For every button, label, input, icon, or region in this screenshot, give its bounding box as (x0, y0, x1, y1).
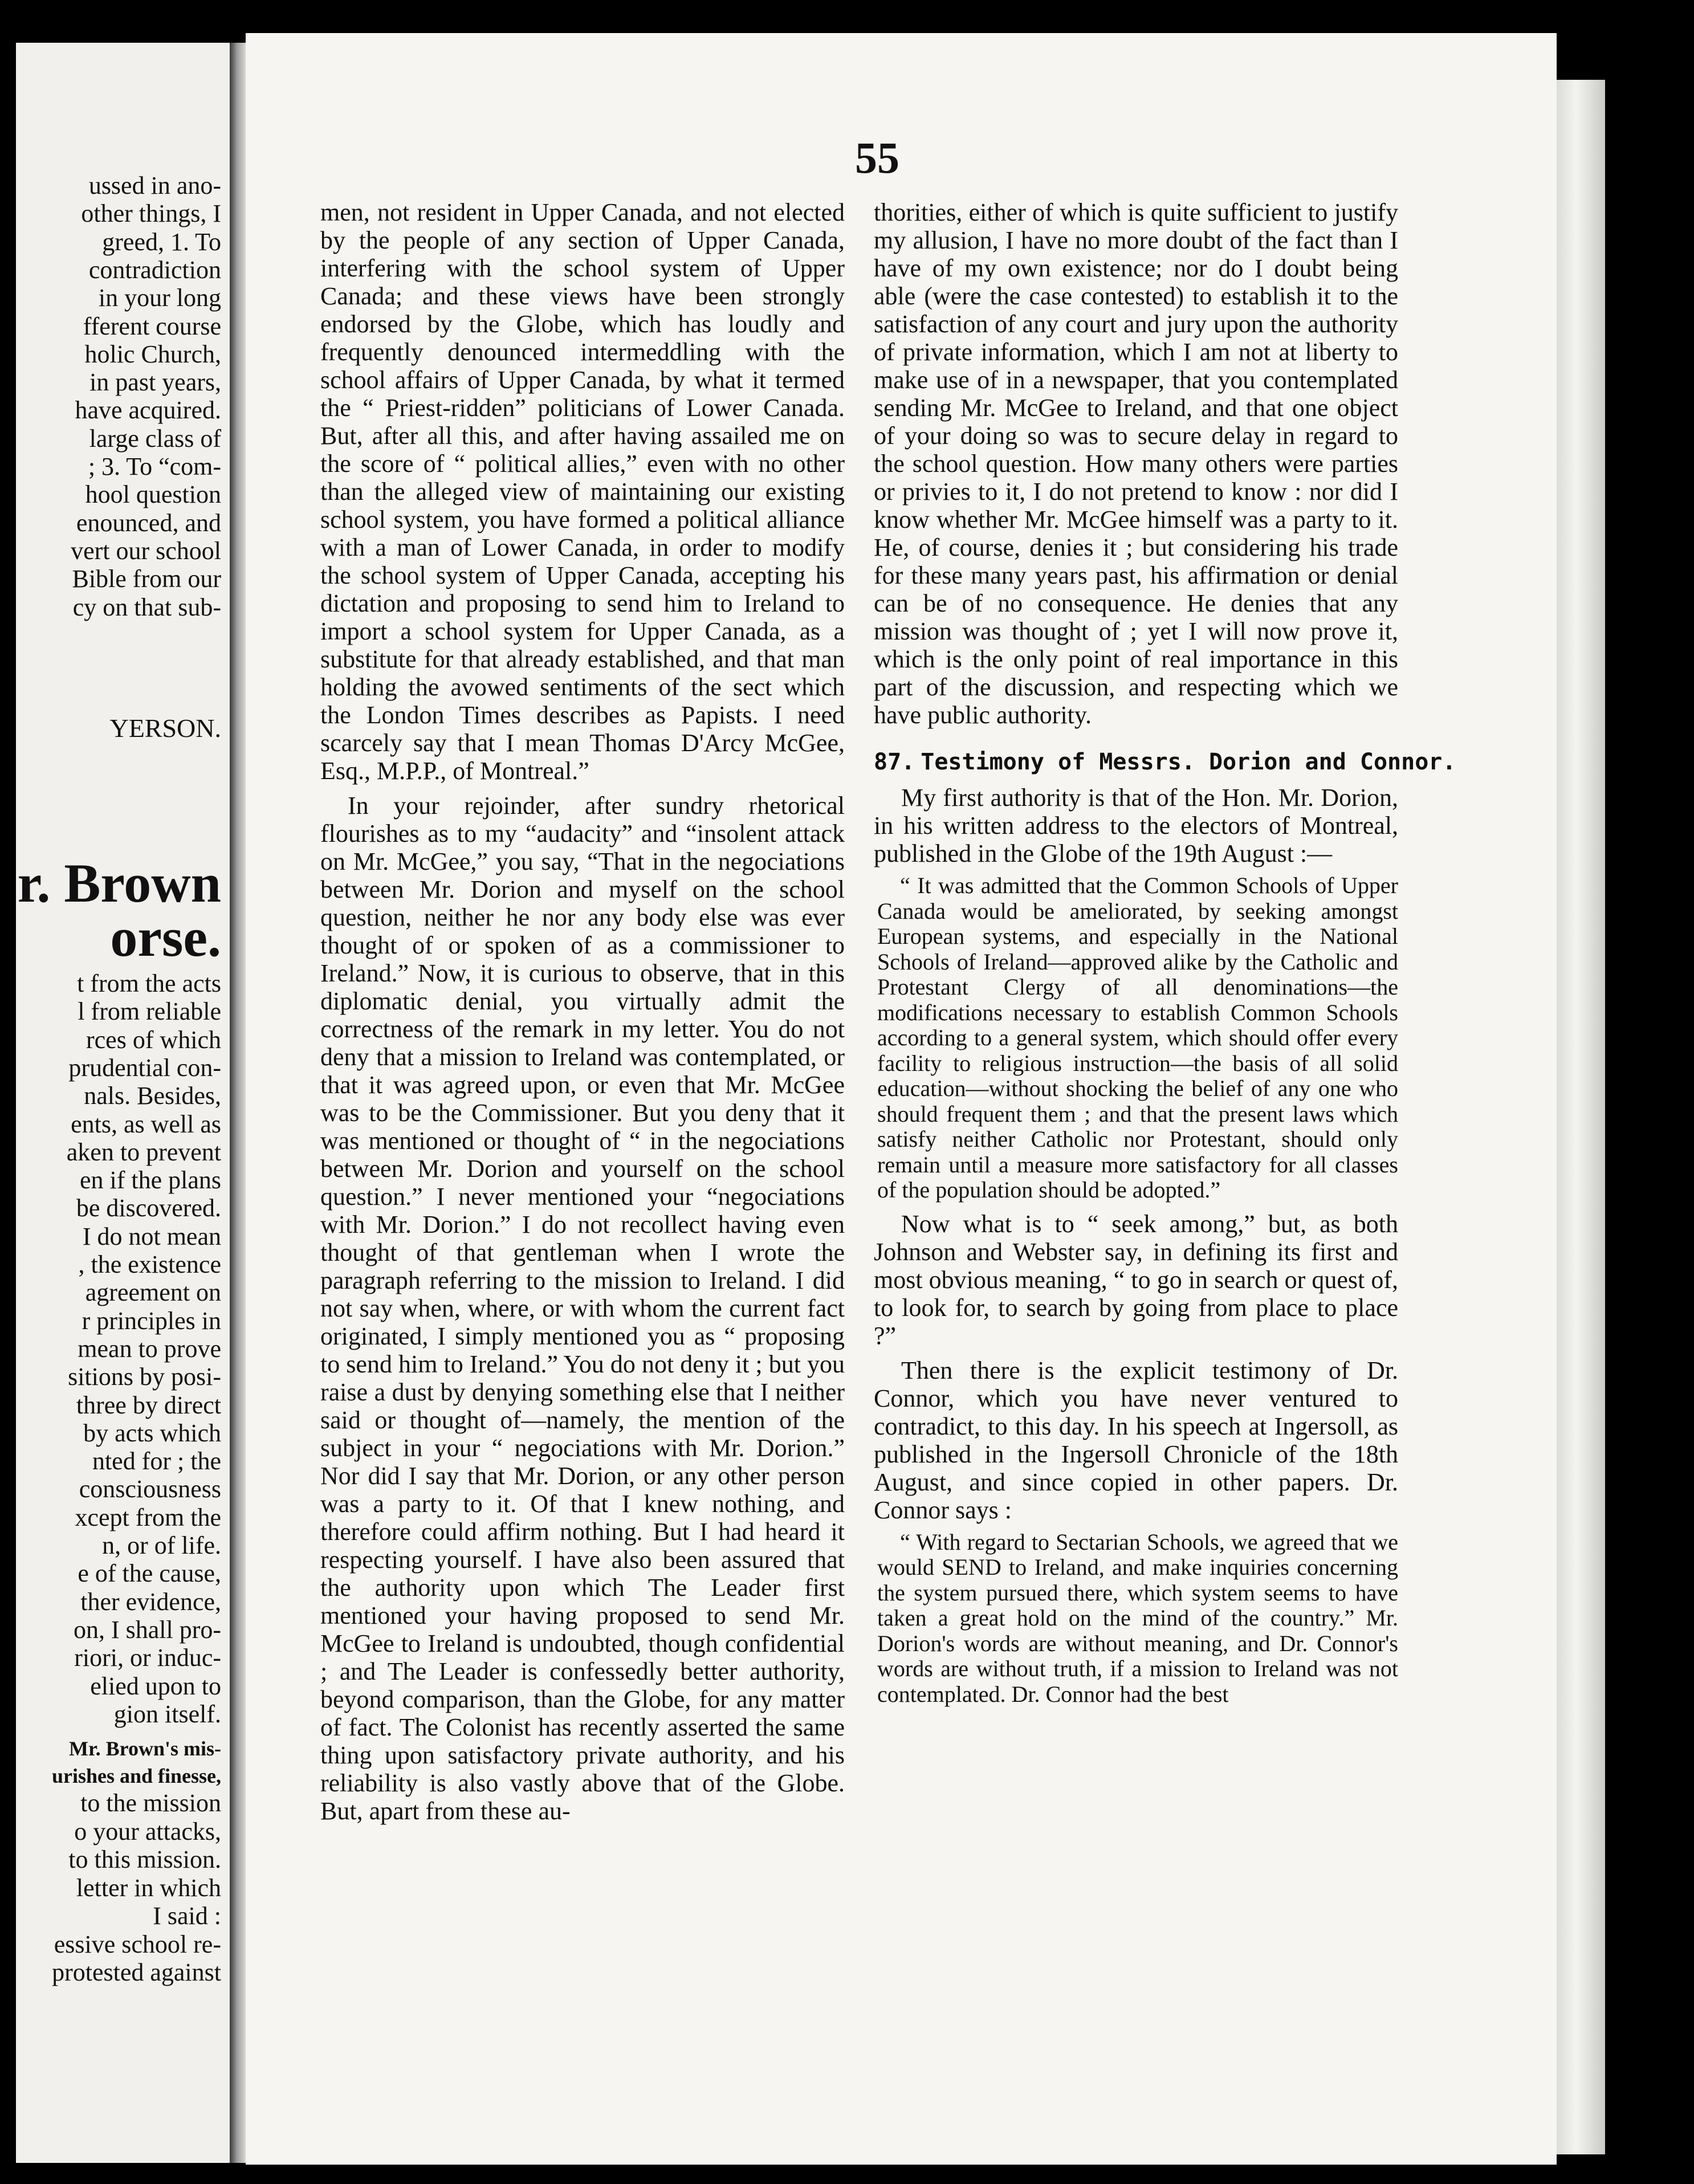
left-signature: YERSON. (109, 714, 221, 743)
left-text-line: by acts which (83, 1419, 221, 1447)
left-text-line: on, I shall pro- (73, 1615, 221, 1644)
paragraph-rejoinder: In your rejoinder, after sundry rhetorical flourishes as to my “audacity” and “insolent attack on Mr. McGee,” you say, “That in the negociations between Mr. Dorion and myself on the school question, neither he nor any body else was ever thought of or spoken of as a commissioner to Ireland.” Now, it is curious to observe, that in this diplomatic denial, you virtually admit the correctness of the remark in my letter. You do not deny that a mission to Ireland was contemplated, or that it was agreed upon, or even that Mr. McGee was to be the Commissioner. But you deny that it was mentioned or thought of “ in the negociations between Mr. Dorion and yourself on the school question.” I never mentioned your “negociations with Mr. Dorion.” I do not recollect having even thought of that gentleman when I wrote the paragraph referring to the mission to Ireland. I did not say when, where, or with whom the current fact originated, I simply mentioned you as “ proposing to send him to Ireland.” You do not deny it ; but you raise a dust by denying something else that I neither said or thought of—namely, the mention of the subject in your “ negociations with Mr. Dorion.” Nor did I say that Mr. Dorion, or any other person was a party to it. Of that I knew nothing, and therefore could affirm nothing. But I had heard it respecting yourself. I have also been assured that the authority upon which The Leader first mentioned your having proposed to send Mr. McGee to Ireland is undoubted, though confidential ; and The Leader is confessedly better authority, beyond comparison, than the Globe, for any matter of fact. The Colonist has recently asserted the same thing upon satisfactory private authority, and his reliability is also vastly above that of the Globe. But, apart from these au- (320, 792, 845, 1825)
left-text-line: ther evidence, (80, 1587, 221, 1616)
book-gutter (230, 43, 246, 2163)
left-text-line: contradiction (88, 255, 221, 284)
text-column-left (320, 198, 845, 1825)
left-text-line: Bible from our (72, 565, 221, 593)
left-text-line: large class of (89, 424, 221, 453)
left-text-line: in past years, (89, 368, 221, 397)
left-text-line: t from the acts (77, 969, 221, 997)
left-text-line: greed, 1. To (102, 227, 221, 256)
left-text-line: gion itself. (113, 1700, 221, 1728)
paragraph-continuation: thorities, either of which is quite sufficient to justify my allusion, I have no more doubt of the fact than I have of my own existence; nor do I doubt being able (were the case contested) to establish it to the satisfaction of any court and jury upon the authority of private information, which I am not at liberty to make use of in a newspaper, that you contemplated sending Mr. McGee to Ireland, and that one object of your doing so was to secure delay in regard to the school question. How many others were parties or privies to it, I do not pretend to know : nor did I know whether Mr. McGee himself was a party to it. He, of course, denies it ; but considering his trade for these many years past, his affirmation or denial can be of no consequence. He denies that any mission was thought of ; yet I will now prove it, which is the only point of real importance in this part of the discussion, and respecting which we have public authority. (874, 198, 1398, 729)
paragraph-seek-among: Now what is to “ seek among,” but, as both Johnson and Webster say, in defining its first and most obvious meaning, “ to go in search or quest of, to look for, to search by going from place to place ?” (874, 1209, 1398, 1350)
left-text-line: mean to prove (78, 1334, 221, 1363)
section-heading (874, 748, 1456, 776)
left-text-line: vert our school (71, 536, 221, 565)
paragraph-connor: Then there is the explicit testimony of Dr. Connor, which you have never ventured to contradict, to this day. In his speech at Ingersoll, as published in the Ingersoll Chronicle of the 18th August, and since copied in other papers. Dr. Connor says : (874, 1356, 1398, 1524)
left-text-line: three by direct (76, 1391, 221, 1419)
left-text-line: riori, or induc- (74, 1644, 221, 1672)
left-text-line: , the existence (78, 1250, 221, 1278)
quote-continuation: men, not resident in Upper Canada, and not elected by the people of any section of Upper Canada, interfering with the school system of Upper Canada; and these views have been strongly endorsed by the Globe, which has loudly and frequently denounced intermeddling with the school affairs of Upper Canada, by what it termed the “ Priest-ridden” politicians of Lower Canada. But, after all this, and after having assailed me on the score of “ political allies,” even with no other than the alleged view of maintaining our existing school system, you have formed a political alliance with a man of Lower Canada, in order to modify the school system of Upper Canada, accepting his dictation and proposing to send him to Ireland to import a school system for Upper Canada, as a substitute for that already established, and that man holding the avowed sentiments of the sect which the London Times describes as Papists. I need scarcely say that I mean Thomas D'Arcy McGee, Esq., M.P.P., of Montreal.” (320, 198, 845, 785)
left-text-line: consciousness (79, 1475, 221, 1503)
text-column-right (874, 198, 1456, 1707)
section-title: Testimony of Messrs. Dorion and Connor. (921, 749, 1456, 775)
left-text-line: to this mission. (68, 1845, 221, 1873)
page-number: 55 (855, 133, 899, 182)
left-subheading: Mr. Brown's mis- (68, 1737, 221, 1760)
left-text-line: r principles in (82, 1306, 221, 1335)
left-text-line: I do not mean (82, 1222, 221, 1250)
left-subheading: urishes and finesse, (51, 1765, 221, 1787)
left-text-line: holic Church, (84, 340, 221, 368)
left-text-line: be discovered. (76, 1194, 221, 1223)
left-text-line: aken to prevent (66, 1138, 221, 1166)
left-page (16, 43, 230, 2163)
left-text-line: e of the cause, (78, 1559, 221, 1588)
left-text-line: other things, I (81, 199, 221, 228)
paragraph-dorion: My first authority is that of the Hon. Mr. Dorion, in his written address to the electors of Montreal, published in the Globe of the 19th August :— (874, 784, 1398, 867)
left-text-line: o your attacks, (74, 1817, 221, 1845)
left-text-line: nted for ; the (92, 1447, 221, 1476)
left-text-line: fferent course (83, 312, 221, 340)
left-text-line: cy on that sub- (72, 593, 221, 621)
left-text-line: essive school re- (54, 1930, 221, 1958)
left-text-line: hool question (85, 480, 221, 509)
left-text-line: n, or of life. (102, 1531, 221, 1559)
left-text-line: nals. Besides, (84, 1082, 221, 1110)
left-text-line: I said : (153, 1902, 221, 1930)
left-text-line: agreement on (85, 1278, 221, 1307)
quote-connor-speech: “ With regard to Sectarian Schools, we agreed that we would SEND to Ireland, and make inquiries concerning the system pursued there, which system seems to have taken a great hold on the mind of the country.” Mr. Dorion's words are without meaning, and Dr. Connor's words are without truth, if a mission to Ireland was not contemplated. Dr. Connor had the best (877, 1529, 1398, 1707)
left-text-line: ; 3. To “com- (88, 453, 221, 480)
left-text-line: have acquired. (75, 396, 221, 425)
left-text-line: letter in which (76, 1873, 221, 1902)
left-text-line: xcept from the (75, 1503, 221, 1531)
left-text-line: prudential con- (68, 1053, 221, 1082)
left-text-line: en if the plans (79, 1166, 221, 1195)
left-text-line: l from reliable (78, 997, 221, 1026)
section-number: 87. (874, 749, 915, 775)
left-text-line: elied upon to (90, 1672, 221, 1700)
left-heading: r. Brown (17, 855, 221, 912)
left-heading: orse. (110, 909, 221, 966)
left-text-line: to the mission (80, 1789, 221, 1817)
left-text-line: enounced, and (76, 508, 221, 537)
page-edges (1557, 80, 1605, 2154)
left-text-line: in your long (98, 284, 221, 312)
left-text-line: ussed in ano- (88, 172, 221, 199)
left-text-line: rces of which (85, 1025, 221, 1054)
left-text-line: sitions by posi- (68, 1363, 221, 1391)
left-text-line: ents, as well as (71, 1110, 221, 1138)
quote-dorion-address: “ It was admitted that the Common Schools of Upper Canada would be ameliorated, by seeking amongst European systems, and especially in the National Schools of Ireland—approved alike by the Catholic and Protestant Clergy of all denominations—the modifications necessary to establish Common Schools according to a general system, which should offer every facility to religious instruction—the basis of all solid education—without shocking the belief of any one who should frequent them ; and that the present laws which satisfy neither Catholic nor Protestant, should only remain until a measure more satisfactory for all classes of the population should be adopted.” (877, 873, 1398, 1203)
left-text-line: protested against (52, 1958, 221, 1986)
